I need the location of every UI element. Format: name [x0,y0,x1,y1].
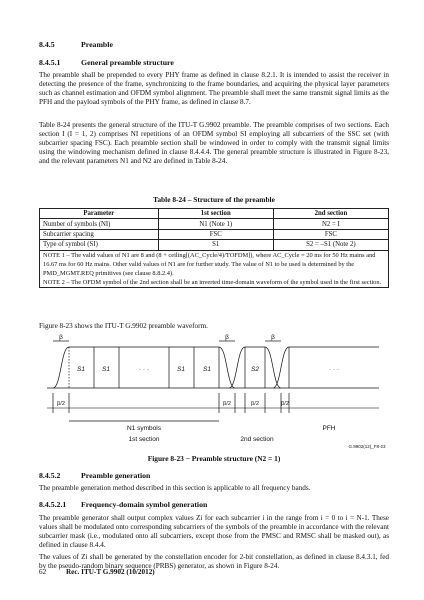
preamble-structure-table [39,208,389,288]
symbol-s1-label: S1 [177,366,185,373]
beta-label: β [59,334,63,341]
ellipsis-label: · · · [328,366,340,373]
symbol-s2-label: S2 [251,366,259,373]
table-note-1: NOTE 1 – The valid values of N1 are 8 and (8 + ceiling[(AC_Cycle/4)/TOFDM]), where AC_Cycle = 20 ms for 50 Hz mains and 16.67 ms for 60 Hz mains. Other valid values of N1 are for further study. The value of N1 to be used is determined by the PMD_MGMT.REQ primitives (see clause 8.8.2.4). [43,251,376,277]
preamble-waveform-figure [39,333,389,451]
beta-half-label: β/2 [223,401,231,407]
beta-label: β [225,334,229,341]
table-row: Subcarrier spacing FSC FSC [40,229,389,239]
paragraph-general-structure: Table 8-24 presents the general structure of the ITU-T G.9902 preamble. The preamble comprises of two sections. Each section I (I = 1, 2) comprises NI repetitions of an OFDM symbol SI employing all subcarriers of the SSC set (with subcarrier spacing FSC). Each preamble section shall be windowed in order to comply with the transmit signal limits using the windowing mechanism defined in clause 8.4.4.4. The general preamble structure is illustrated in Figure 8-23, and the relevant parameters N1 and N2 are defined in Table 8-24. [39,121,389,166]
figure-id-label: G.9902(12)_F8-23 [348,444,386,449]
table-note-2: NOTE 2 – The OFDM symbol of the 2nd section shall be an inverted time-domain waveform of the symbol used in the first section. [43,278,382,286]
symbol-s1-label: S1 [77,366,85,373]
heading-8-4-5-2: 8.4.5.2 Preamble generation [39,471,151,480]
table-row: Number of symbols (NI) N1 (Note 1) N2 = I [40,219,389,229]
paragraph-preamble-intro: The preamble shall be prepended to every PHY frame as defined in clause 8.2.1. It is intended to assist the receiver in detecting the presence of the frame, synchronizing to the frame boundaries, and acquiring the physical layer parameters such as channel estimation and OFDM symbol alignment. The preamble shall meet the same transmit signal limits as the PFH and the payload symbols of the PHY frame, as defined in clause 8.7. [39,71,389,107]
beta-label: β [271,334,275,341]
document-reference: Rec. ITU-T G.9902 (10/2012) [65,568,155,576]
heading-8-4-5-1: 8.4.5.1 General preamble structure [39,58,174,67]
symbol-s1-label: S1 [102,366,110,373]
heading-8-4-5: 8.4.5 Preamble [39,40,113,49]
page-footer [39,568,173,576]
pfh-label: PFH [322,425,336,432]
paragraph-constellation-encoder: The values of Zi shall be generated by the constellation encoder for 2-bit constellation, as defined in clause 8.4.3.1, fed by the pseudo-random binary sequence (PRBS) generator, as shown in Figure 8-24. [39,553,389,571]
heading-8-4-5-2-1: 8.4.5.2.1 Frequency-domain symbol generation [39,500,208,509]
beta-half-label: β/2 [251,401,259,407]
table-caption: Table 8-24 – Structure of the preamble [153,195,275,204]
beta-half-label: β/2 [281,401,289,407]
second-section-label: 2nd section [240,436,274,443]
beta-half-label: β/2 [57,401,65,407]
paragraph-figure-intro: Figure 8-23 shows the ITU-T G.9902 preamble waveform. [39,322,208,330]
page-number: 62 [39,568,47,576]
n1-symbols-label: N1 symbols [127,425,161,432]
paragraph-generation-method: The preamble generation method described in this section is applicable to all frequency bands. [39,484,311,492]
figure-caption: Figure 8-23 − Preamble structure (N2 = 1) [147,454,281,463]
table-header-parameter: Parameter [40,209,159,219]
preamble-waveform-diagram [39,333,389,451]
first-section-label: 1st section [128,436,160,443]
table-header-first-section: 1st section [158,209,273,219]
table-row: Type of symbol (SI) S1 S2 = –S1 (Note 2) [40,240,389,250]
table-header-second-section: 2nd section [273,209,388,219]
paragraph-symbol-generation: The preamble generator shall output complex values Zi for each subcarrier i in the range from i = 0 to i = N-1. These values shall be modulated onto corresponding subcarriers of the symbols of the preamble in accordance with the relevant subcarrier mask (i.e., modulated onto all subcarriers, except those from the PMSC and RMSC shall be masked out), as defined in clause 8.4.4. [39,514,389,550]
table-notes-row [40,250,389,287]
symbol-s1-label: S1 [203,366,211,373]
ellipsis-label: · · · [138,366,150,373]
